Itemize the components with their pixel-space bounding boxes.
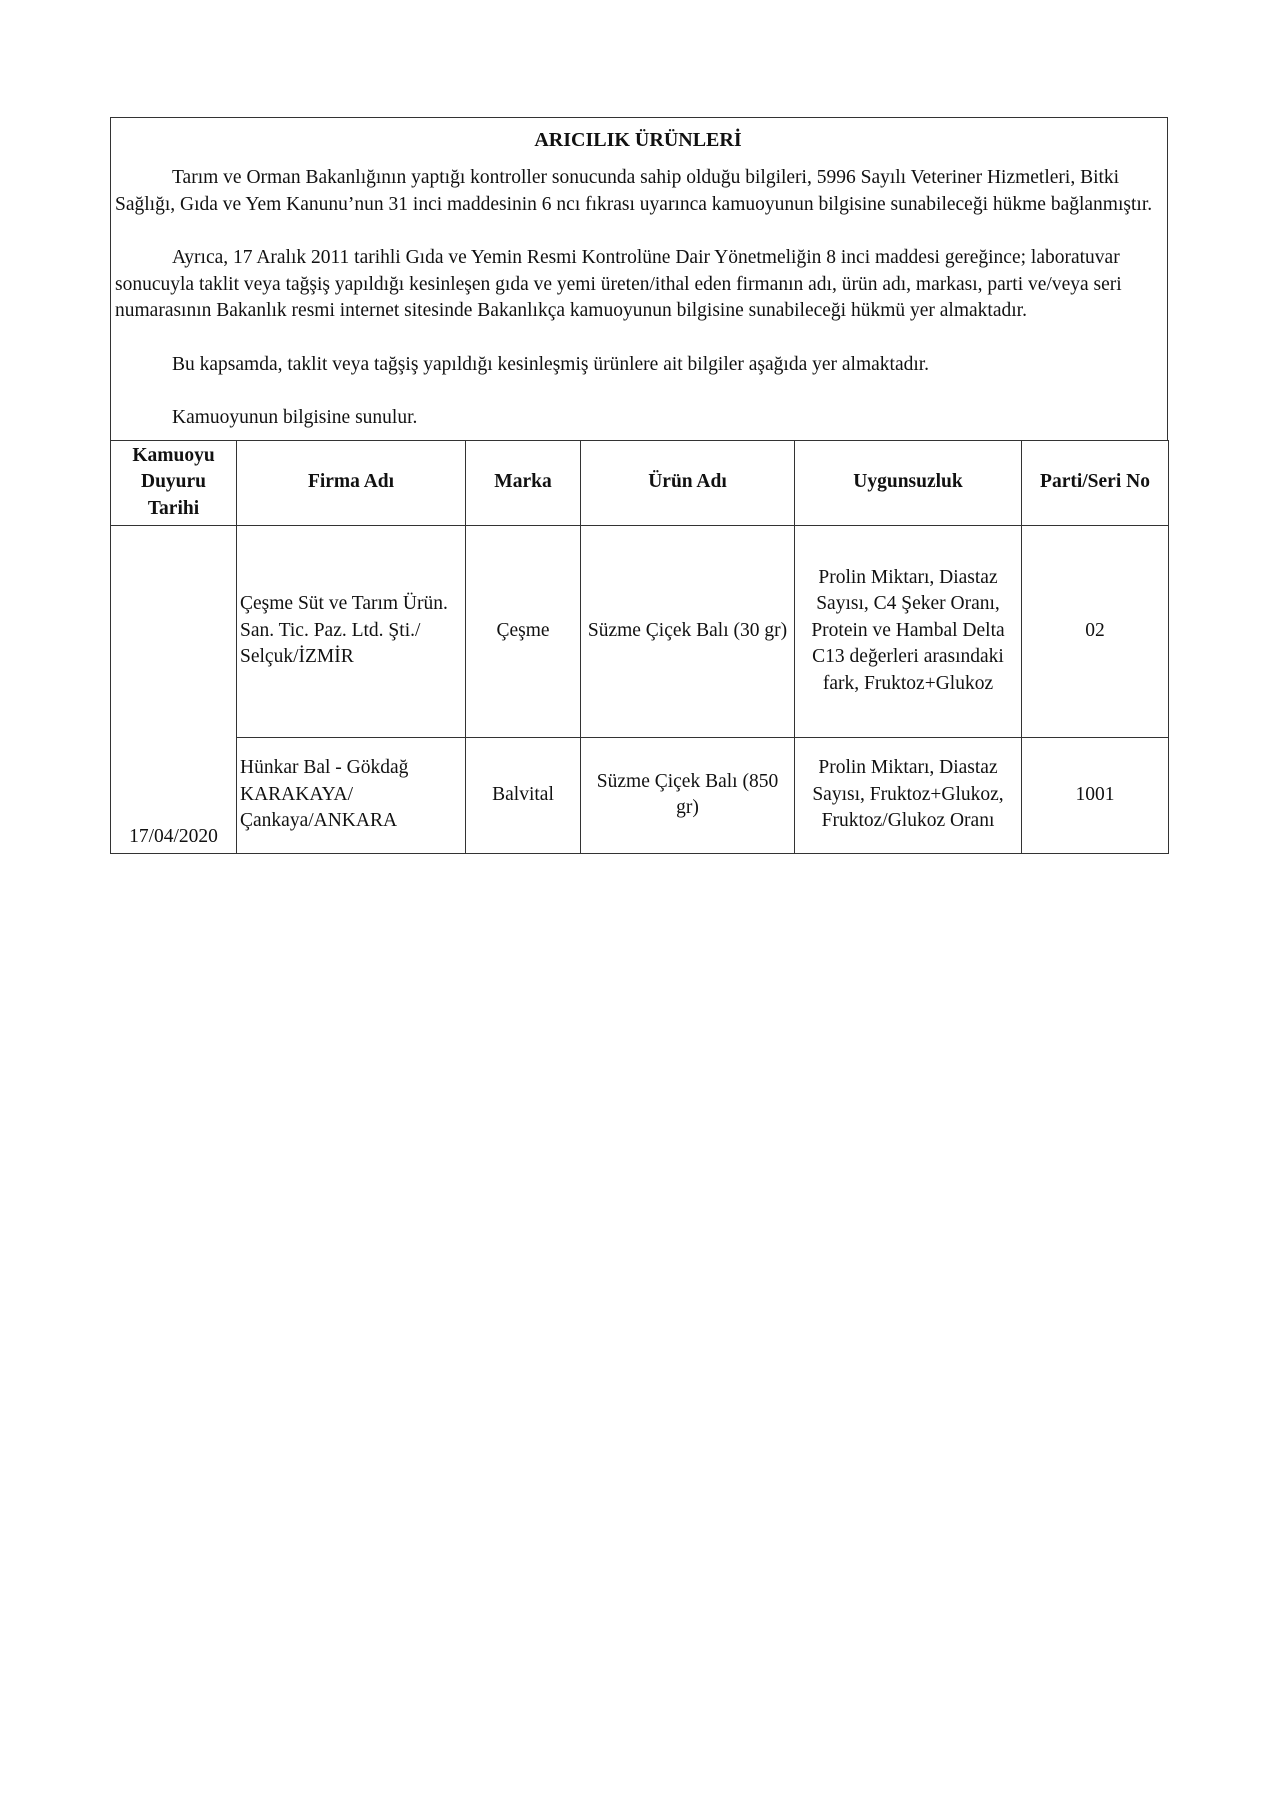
product-name: Süzme Çiçek Balı (850 gr) xyxy=(581,737,795,853)
violation-text: Prolin Miktarı, Diastaz Sayısı, C4 Şeker Oranı, Protein ve Hambal Delta C13 değerleri arasındaki fark, Fruktoz+Glukoz xyxy=(795,525,1022,737)
intro-paragraph-1: Tarım ve Orman Bakanlığının yaptığı kontroller sonucunda sahip olduğu bilgileri, 5996 Sayılı Veteriner Hizmetleri, Bitki Sağlığı, Gıda ve Yem Kanunu’nun 31 inci maddesinin 6 ncı fıkrası uyarınca kamuoyunun bilgisine sunabileceği hükme bağlanmıştır. xyxy=(115,167,1153,215)
table-row xyxy=(111,525,1169,737)
document xyxy=(110,117,1168,854)
header-date: Kamuoyu Duyuru Tarihi xyxy=(111,440,237,525)
firm-name: Hünkar Bal - Gökdağ KARAKAYA/ Çankaya/ANKARA xyxy=(237,737,466,853)
intro-paragraph-4: Kamuoyunun bilgisine sunulur. xyxy=(172,407,418,428)
brand-name: Balvital xyxy=(466,737,581,853)
header-violation: Uygunsuzluk xyxy=(795,440,1022,525)
header-brand: Marka xyxy=(466,440,581,525)
violation-text: Prolin Miktarı, Diastaz Sayısı, Fruktoz+Glukoz, Fruktoz/Glukoz Oranı xyxy=(795,737,1022,853)
page-title: ARICILIK ÜRÜNLERİ xyxy=(534,129,742,151)
brand-name: Çeşme xyxy=(466,525,581,737)
lot-number: 02 xyxy=(1022,525,1169,737)
firm-name: Çeşme Süt ve Tarım Ürün. San. Tic. Paz. Ltd. Şti./ Selçuk/İZMİR xyxy=(237,525,466,737)
table-header-row xyxy=(111,440,1169,525)
lot-number: 1001 xyxy=(1022,737,1169,853)
intro-paragraph-3: Bu kapsamda, taklit veya tağşiş yapıldığı kesinleşmiş ürünlere ait bilgiler aşağıda yer almaktadır. xyxy=(172,353,930,375)
header-product: Ürün Adı xyxy=(581,440,795,525)
intro-paragraph-2: Ayrıca, 17 Aralık 2011 tarihli Gıda ve Yemin Resmi Kontrolüne Dair Yönetmeliğin 8 inci maddesi gereğince; laboratuvar sonucuyla taklit veya tağşiş yapıldığı kesinleşen gıda ve yemi üreten/ithal eden firmanın adı, ürün adı, markası, parti ve/veya seri numarasının Bakanlık resmi internet sitesinde Bakanlıkça kamuoyunun bilgisine sunabileceği hükmü yer almaktadır. xyxy=(115,247,1122,321)
header-firm: Firma Adı xyxy=(237,440,466,525)
table-row xyxy=(111,737,1169,853)
intro-section xyxy=(110,117,1168,440)
notices-table xyxy=(110,440,1169,854)
announcement-date: 17/04/2020 xyxy=(111,525,237,853)
header-lot: Parti/Seri No xyxy=(1022,440,1169,525)
product-name: Süzme Çiçek Balı (30 gr) xyxy=(581,525,795,737)
